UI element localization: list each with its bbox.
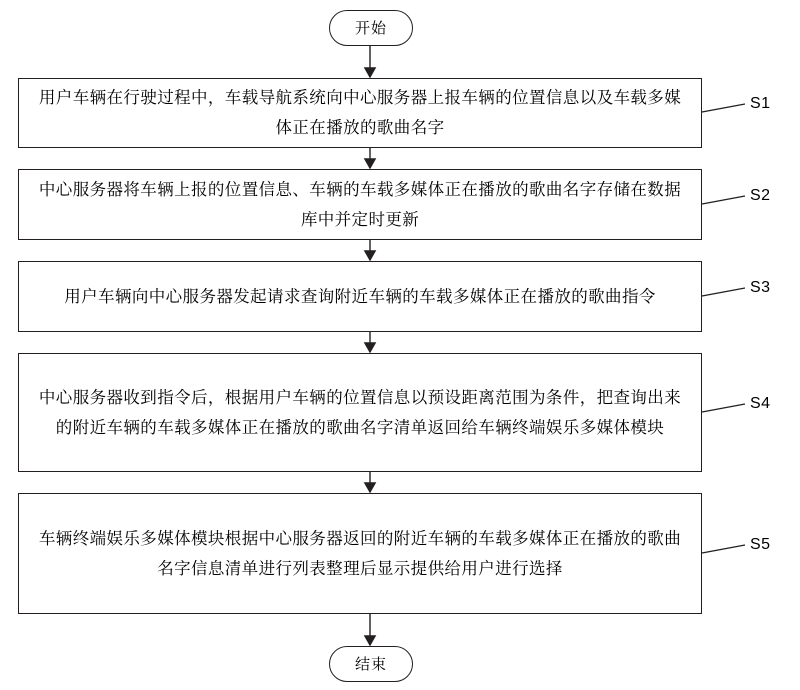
process-step-s3: [18, 261, 702, 332]
end-label: 结束: [354, 655, 387, 673]
process-step-s5-text: 车辆终端娱乐多媒体模块根据中心服务器返回的附近车辆的车载多媒体正在播放的歌曲名字信息清单进行列表整理后显示提供给用户进行选择: [38, 529, 682, 578]
process-step-s3-text: 用户车辆向中心服务器发起请求查询附近车辆的车载多媒体正在播放的歌曲指令: [64, 287, 656, 306]
step-tag-s4: S4: [750, 395, 771, 412]
process-step-s2: [18, 169, 702, 240]
start-label: 开始: [354, 19, 387, 37]
process-step-s1: [18, 78, 702, 148]
end-terminal: [329, 646, 413, 682]
process-step-s4-text: 中心服务器收到指令后，根据用户车辆的位置信息以预设距离范围为条件，把查询出来的附近车辆的车载多媒体正在播放的歌曲名字清单返回给车辆终端娱乐多媒体模块: [38, 388, 682, 437]
step-tag-s2: S2: [750, 187, 771, 204]
step-tag-s3: S3: [750, 279, 771, 296]
step-tag-s1: S1: [750, 95, 771, 112]
process-step-s4: [18, 353, 702, 472]
process-step-s1-text: 用户车辆在行驶过程中，车载导航系统向中心服务器上报车辆的位置信息以及车载多媒体正在播放的歌曲名字: [38, 89, 682, 137]
process-step-s5: [18, 493, 702, 614]
process-step-s2-text: 中心服务器将车辆上报的位置信息、车辆的车载多媒体正在播放的歌曲名字存储在数据库中并定时更新: [38, 180, 682, 229]
step-tag-s5: S5: [750, 536, 771, 553]
start-terminal: [329, 10, 413, 46]
